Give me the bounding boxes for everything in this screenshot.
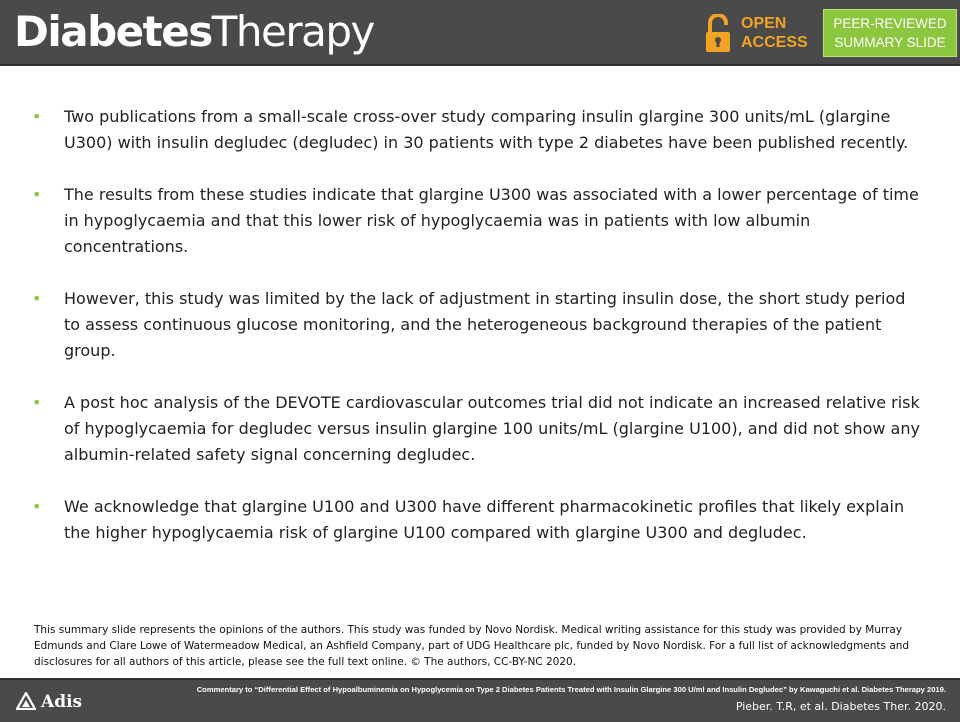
peer-reviewed-line1: PEER-REVIEWED bbox=[833, 16, 947, 31]
bullet-dot-icon: • bbox=[32, 289, 42, 308]
bullet-text: However, this study was limited by the lack of adjustment in starting insulin dose, the short study period to assess continuous glucose monitoring, and the heterogeneous background therapies of the patient group. bbox=[64, 289, 906, 360]
logo-bold-text: Diabetes bbox=[14, 7, 212, 56]
bullet-text: A post hoc analysis of the DEVOTE cardiovascular outcomes trial did not indicate an increased relative risk of hypoglycaemia for degludec versus insulin glargine 100 units/mL (glargine U100), and did not show any albumin-related safety signal concerning degludec. bbox=[64, 393, 920, 464]
bullet-dot-icon: • bbox=[32, 497, 42, 516]
bullet-item bbox=[32, 390, 922, 468]
bullet-dot-icon: • bbox=[32, 185, 42, 204]
bullet-text: Two publications from a small-scale cross-over study comparing insulin glargine 300 units/mL (glargine U300) with insulin degludec (degludec) in 30 patients with type 2 diabetes have been published recently. bbox=[64, 107, 909, 152]
bullet-text: The results from these studies indicate that glargine U300 was associated with a lower percentage of time in hypoglycaemia and that this lower risk of hypoglycaemia was in patients with low albumin concentrations. bbox=[64, 185, 919, 256]
peer-reviewed-line2: SUMMARY SLIDE bbox=[834, 35, 946, 50]
adis-triangle-icon bbox=[16, 692, 36, 710]
slide-header bbox=[0, 0, 960, 66]
journal-logo bbox=[14, 4, 374, 60]
peer-reviewed-badge bbox=[823, 9, 957, 57]
commentary-reference: Commentary to “Differential Effect of Hypoalbuminemia on Hypoglycemia on Type 2 Diabetes Patients Treated with Insulin Glargine 300 U/ml and Insulin Degludec” by Kawaguchi et al. Diabetes Therapy 2019. bbox=[196, 685, 946, 694]
disclaimer-text: This summary slide represents the opinions of the authors. This study was funded by Novo Nordisk. Medical writing assistance for this study was provided by Murray Edmunds and Clare Lowe of Watermeadow Medical, an Ashfield Company, part of UDG Healthcare plc, funded by Novo Nordisk. For a full list of acknowledgments and disclosures for all authors of this article, please see the full text online. © The authors, CC-BY-NC 2020. bbox=[34, 624, 910, 668]
open-access-line2: ACCESS bbox=[741, 34, 808, 51]
bullet-item bbox=[32, 494, 922, 546]
open-lock-icon bbox=[705, 14, 731, 54]
open-access-badge bbox=[705, 14, 815, 54]
summary-bullet-list bbox=[32, 104, 922, 572]
logo-light-text: Therapy bbox=[211, 7, 374, 56]
bullet-dot-icon: • bbox=[32, 393, 42, 412]
bullet-text: We acknowledge that glargine U100 and U300 have different pharmacokinetic profiles that likely explain the higher hypoglycaemia risk of glargine U100 compared with glargine U300 and degludec. bbox=[64, 497, 905, 542]
bullet-item bbox=[32, 286, 922, 364]
slide-footer bbox=[0, 678, 960, 722]
open-access-line1: OPEN bbox=[741, 15, 787, 32]
bullet-item bbox=[32, 182, 922, 260]
bullet-dot-icon: • bbox=[32, 107, 42, 126]
bullet-item bbox=[32, 104, 922, 156]
adis-brand-text: Adis bbox=[41, 692, 83, 712]
citation-text: Pieber. T.R, et al. Diabetes Ther. 2020. bbox=[735, 700, 946, 713]
